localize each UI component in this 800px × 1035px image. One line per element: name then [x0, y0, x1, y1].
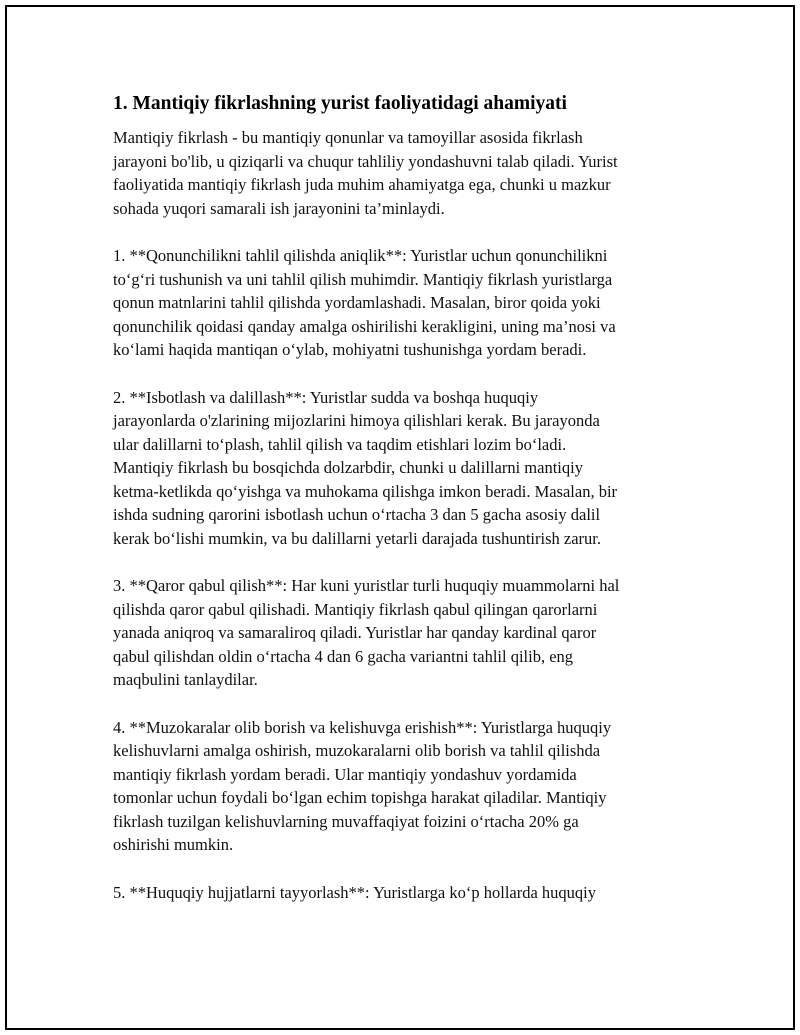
text-line: 1. **Qonunchilikni tahlil qilishda aniqlik**: Yuristlar uchun qonunchilikni — [113, 246, 608, 265]
text-line: mantiqiy fikrlash yordam beradi. Ular mantiqiy yondashuv yordamida — [113, 764, 577, 784]
point-5-paragraph — [113, 881, 693, 905]
text-line: 5. **Huquqiy hujjatlarni tayyorlash**: Yuristlarga ko‘p hollarda huquqiy — [113, 882, 597, 902]
point-3-paragraph — [113, 574, 693, 692]
text-line: qonunchilik qoidasi qanday amalga oshirilishi kerakligini, uning ma’nosi va — [113, 316, 616, 336]
document-body — [113, 92, 693, 928]
text-line: 4. **Muzokaralar olib borish va kelishuvga erishish**: Yuristlarga huquqiy — [113, 717, 612, 737]
point-2-paragraph — [113, 386, 693, 551]
text-line: ko‘lami haqida mantiqan o‘ylab, mohiyatni tushunishga yordam beradi. — [113, 340, 587, 359]
text-line: oshirishi mumkin. — [113, 835, 234, 854]
text-line: 2. **Isbotlash va dalillash**: Yuristlar sudda va boshqa huquqiy — [113, 387, 539, 407]
text-line: jarayonlarda o'zlarining mijozlarini himoya qilishlari kerak. Bu jarayonda — [113, 411, 600, 430]
text-line: Mantiqiy fikrlash - bu mantiqiy qonunlar va tamoyillar asosida fikrlash — [113, 128, 583, 147]
text-line: ketma-ketlikda qo‘yishga va muhokama qilishga imkon beradi. Masalan, bir — [113, 481, 618, 501]
text-line: faoliyatida mantiqiy fikrlash juda muhim ahamiyatga ega, chunki u mazkur — [113, 175, 611, 194]
text-line: qilishda qaror qabul qilishadi. Mantiqiy fikrlash qabul qilingan qarorlarni — [113, 599, 598, 619]
text-line: qabul qilishdan oldin o‘rtacha 4 dan 6 gacha variantni tahlil qilib, eng — [113, 646, 574, 666]
text-line: ishda sudning qarorini isbotlash uchun o‘rtacha 3 dan 5 gacha asosiy dalil — [113, 505, 601, 524]
text-line: to‘g‘ri tushunish va uni tahlil qilish muhimdir. Mantiqiy fikrlash yuristlarga — [113, 269, 613, 289]
text-line: Mantiqiy fikrlash bu bosqichda dolzarbdir, chunki u dalillarni mantiqiy — [113, 458, 583, 477]
text-line: fikrlash tuzilgan kelishuvlarning muvaffaqiyat foizini o‘rtacha 20% ga — [113, 811, 579, 831]
text-line: ular dalillarni to‘plash, tahlil qilish va taqdim etishlari lozim bo‘ladi. — [113, 434, 567, 454]
point-4-paragraph — [113, 716, 693, 857]
text-line: kerak bo‘lishi mumkin, va bu dalillarni yetarli darajada tushuntirish zarur. — [113, 528, 601, 548]
intro-paragraph — [113, 126, 693, 220]
text-line: sohada yuqori samarali ish jarayonini ta’minlaydi. — [113, 198, 445, 218]
text-line: jarayoni bo'lib, u qiziqarli va chuqur tahliliy yondashuvni talab qiladi. Yurist — [113, 151, 618, 171]
text-line: yanada aniqroq va samaraliroq qiladi. Yuristlar har qanday kardinal qaror — [113, 623, 597, 642]
text-line: qonun matnlarini tahlil qilishda yordamlashadi. Masalan, biror qoida yoki — [113, 293, 601, 312]
document-heading: 1. Mantiqiy fikrlashning yurist faoliyatidagi ahamiyati — [113, 93, 567, 114]
text-line: 3. **Qaror qabul qilish**: Har kuni yuristlar turli huquqiy muammolarni hal — [113, 576, 620, 595]
text-line: maqbulini tanlaydilar. — [113, 670, 258, 689]
text-line: kelishuvlarni amalga oshirish, muzokaralarni olib borish va tahlil qilishda — [113, 741, 601, 760]
text-line: tomonlar uchun foydali bo‘lgan echim topishga harakat qiladilar. Mantiqiy — [113, 788, 607, 807]
point-1-paragraph — [113, 244, 693, 362]
